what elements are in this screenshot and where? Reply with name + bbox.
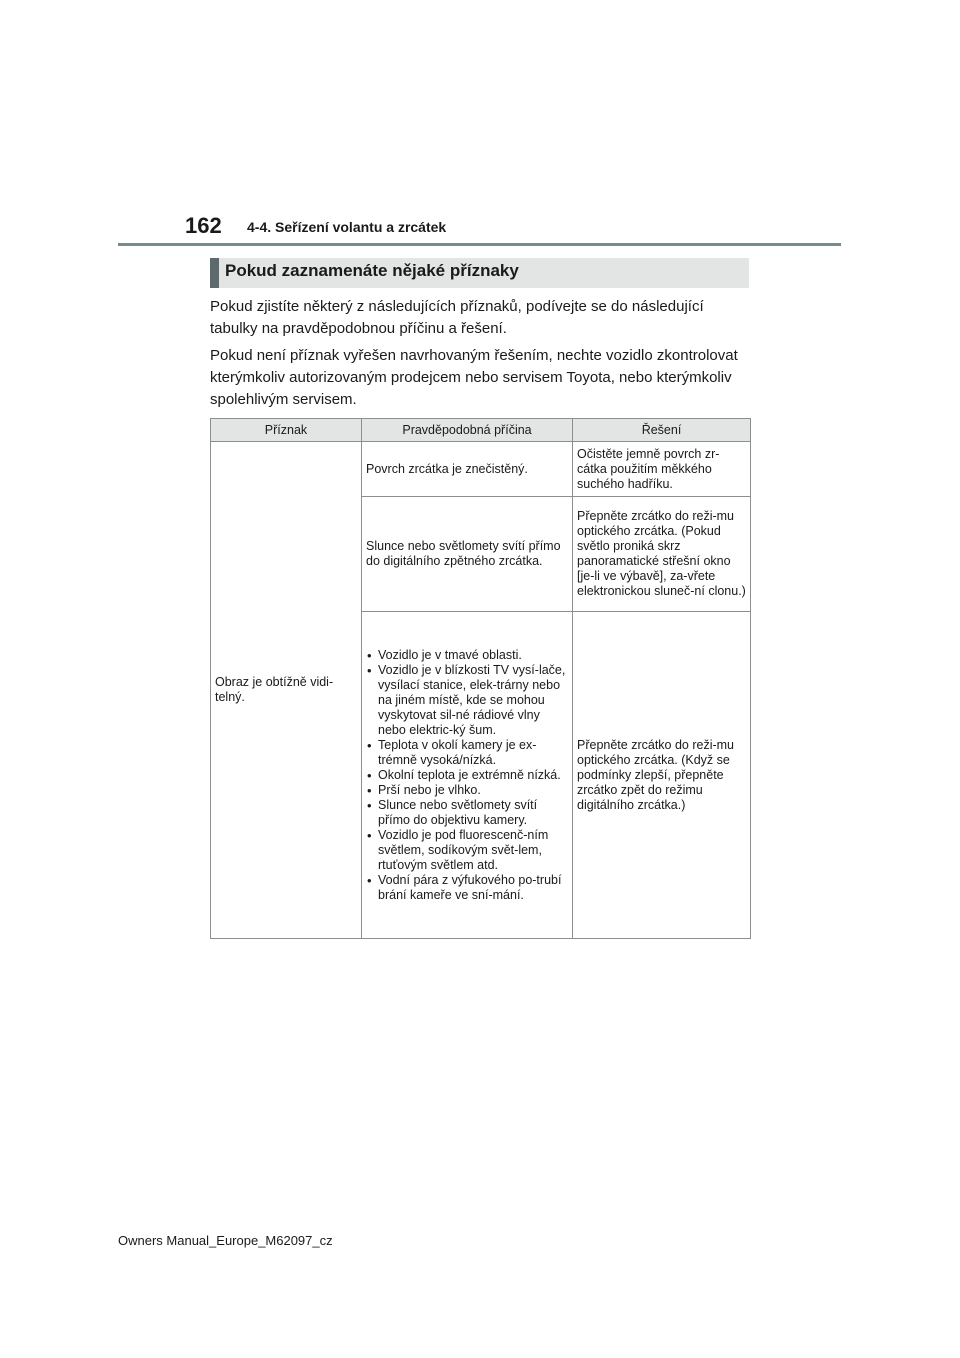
header-cause: Pravděpodobná příčina bbox=[362, 419, 573, 442]
table-row bbox=[211, 442, 751, 497]
cause-cell: Slunce nebo světlomety svítí přímo do digitálního zpětného zrcátka. bbox=[362, 497, 573, 612]
footer-manual-id: Owners Manual_Europe_M62097_cz bbox=[118, 1233, 333, 1248]
list-item: • Vozidlo je v blízkosti TV vysí-lače, vysílací stanice, elek-trárny nebo na jiném místě, kde se mohou vyskytovat sil-né rádiové vlny nebo elektric-ký šum. bbox=[366, 663, 568, 738]
section-title: 4-4. Seřízení volantu a zrcátek bbox=[247, 219, 447, 235]
cause-list-cell bbox=[362, 612, 573, 939]
list-item: • Vodní pára z výfukového po-trubí brání kameře ve sní-mání. bbox=[366, 873, 568, 903]
list-item: • Prší nebo je vlhko. bbox=[366, 783, 568, 798]
symptoms-table bbox=[210, 418, 751, 939]
page-number: 162 bbox=[185, 213, 222, 238]
header-symptom: Příznak bbox=[211, 419, 362, 442]
solution-cell: Očistěte jemně povrch zr-cátka použitím měkkého suchého hadříku. bbox=[573, 442, 751, 497]
table-header-row bbox=[211, 419, 751, 442]
advice-paragraph: Pokud není příznak vyřešen navrhovaným řešením, nechte vozidlo zkontrolovat kterýmkoliv autorizovaným prodejcem nebo servisem Toyota, nebo kterýmkoliv spolehlivým servisem. bbox=[210, 347, 738, 408]
header-divider bbox=[118, 243, 841, 246]
list-item: • Okolní teplota je extrémně nízká. bbox=[366, 768, 568, 783]
header-solution: Řešení bbox=[573, 419, 751, 442]
subheading-title: Pokud zaznamenáte nějaké příznaky bbox=[225, 261, 519, 280]
list-item: • Vozidlo je v tmavé oblasti. bbox=[366, 648, 568, 663]
cause-list bbox=[366, 648, 568, 903]
list-item: • Slunce nebo světlomety svítí přímo do objektivu kamery. bbox=[366, 798, 568, 828]
symptom-cell: Obraz je obtížně vidi-telný. bbox=[211, 442, 362, 939]
subheading-bar bbox=[210, 258, 749, 288]
intro-paragraph: Pokud zjistíte některý z následujících příznaků, podívejte se do následující tabulky na pravděpodobnou příčinu a řešení. bbox=[210, 298, 704, 337]
list-item: • Teplota v okolí kamery je ex-trémně vysoká/nízká. bbox=[366, 738, 568, 768]
solution-cell: Přepněte zrcátko do reži-mu optického zrcátka. (Když se podmínky zlepší, přepněte zrcátko zpět do režimu digitálního zrcátka.) bbox=[573, 612, 751, 939]
list-item: • Vozidlo je pod fluorescenč-ním světlem, sodíkovým svět-lem, rtuťovým světlem atd. bbox=[366, 828, 568, 873]
cause-cell: Povrch zrcátka je znečistěný. bbox=[362, 442, 573, 497]
solution-cell: Přepněte zrcátko do reži-mu optického zrcátka. (Pokud světlo proniká skrz panoramatické střešní okno [je-li ve výbavě], za-vřete elektronickou sluneč-ní clonu.) bbox=[573, 497, 751, 612]
